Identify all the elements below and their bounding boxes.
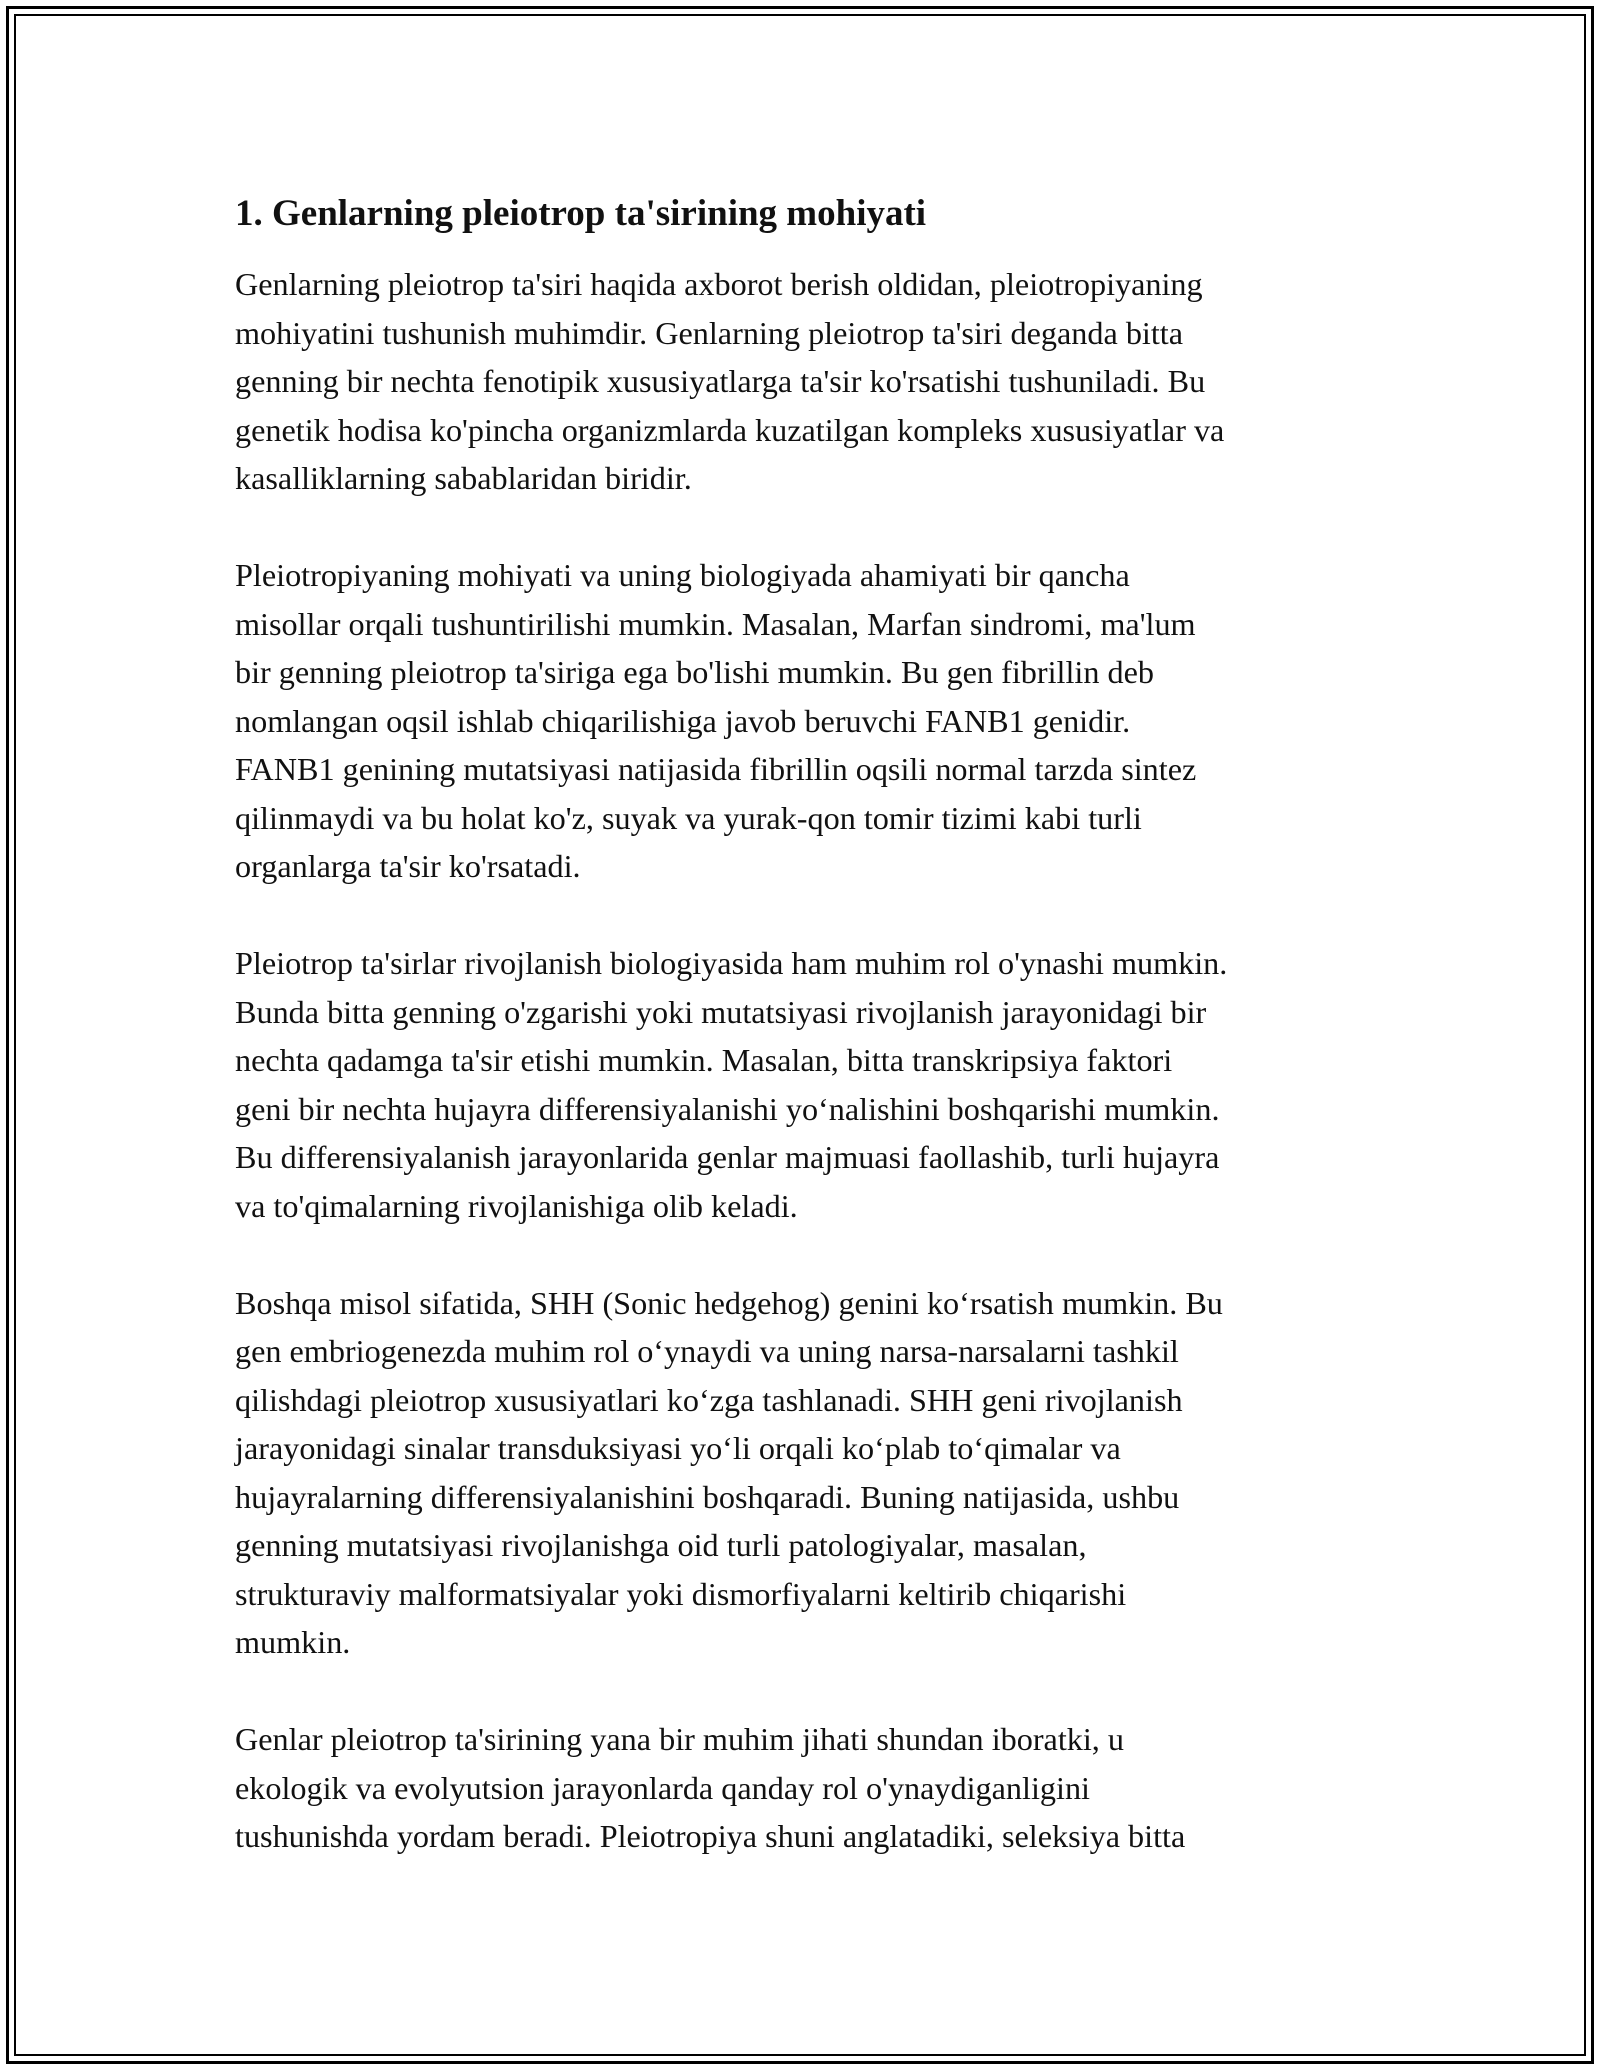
text-line: hujayralarning differensiyalanishini boshqaradi. Buning natijasida, ushbu [235, 1478, 1180, 1515]
text-line: ekologik va evolyutsion jarayonlarda qanday rol o'ynaydiganligini [235, 1769, 1090, 1806]
paragraph [235, 1715, 1375, 1861]
text-line: nomlangan oqsil ishlab chiqarilishiga javob beruvchi FANB1 genidir. [235, 702, 1131, 739]
text-line: misollar orqali tushuntirilishi mumkin. Masalan, Marfan sindromi, ma'lum [235, 605, 1196, 642]
text-line: Boshqa misol sifatida, SHH (Sonic hedgehog) genini ko‘rsatish mumkin. Bu [235, 1284, 1223, 1321]
paragraph [235, 1279, 1375, 1667]
text-line: mumkin. [235, 1624, 351, 1660]
text-line: Bunda bitta genning o'zgarishi yoki mutatsiyasi rivojlanish jarayonidagi bir [235, 993, 1207, 1030]
text-line: mohiyatini tushunish muhimdir. Genlarning pleiotrop ta'siri deganda bitta [235, 314, 1184, 351]
text-line: organlarga ta'sir ko'rsatadi. [235, 848, 581, 884]
text-line: genning mutatsiyasi rivojlanishga oid turli patologiyalar, masalan, [235, 1527, 1087, 1563]
text-line: Genlar pleiotrop ta'sirining yana bir muhim jihati shundan iboratki, u [235, 1721, 1124, 1757]
text-line: kasalliklarning sabablaridan biridir. [235, 460, 692, 496]
paragraph-list [235, 260, 1375, 1861]
text-line: Bu differensiyalanish jarayonlarida genlar majmuasi faollashib, turli hujayra [235, 1139, 1220, 1175]
text-line: nechta qadamga ta'sir etishi mumkin. Masalan, bitta transkripsiya faktori [235, 1042, 1173, 1078]
paragraph [235, 551, 1375, 891]
paragraph [235, 260, 1375, 503]
text-line: geni bir nechta hujayra differensiyalanishi yo‘nalishini boshqarishi mumkin. [235, 1090, 1220, 1127]
text-line: gen embriogenezda muhim rol o‘ynaydi va uning narsa-narsalarni tashkil [235, 1333, 1179, 1369]
text-line: tushunishda yordam beradi. Pleiotropiya shuni anglatadiki, seleksiya bitta [235, 1818, 1186, 1854]
text-line: jarayonidagi sinalar transduksiyasi yo‘li orqali ko‘plab to‘qimalar va [235, 1430, 1121, 1466]
text-line: va to'qimalarning rivojlanishiga olib keladi. [235, 1187, 798, 1224]
paragraph [235, 939, 1375, 1230]
text-line: genning bir nechta fenotipik xususiyatlarga ta'sir ko'rsatishi tushuniladi. Bu [235, 363, 1206, 399]
text-line: Genlarning pleiotrop ta'siri haqida axborot berish oldidan, pleiotropiyaning [235, 266, 1203, 302]
text-line: qilishdagi pleiotrop xususiyatlari ko‘zga tashlanadi. SHH geni rivojlanish [235, 1381, 1183, 1418]
document-body [235, 190, 1375, 1909]
text-line: qilinmaydi va bu holat ko'z, suyak va yurak-qon tomir tizimi kabi turli [235, 799, 1142, 836]
text-line: strukturaviy malformatsiyalar yoki dismorfiyalarni keltirib chiqarishi [235, 1575, 1127, 1612]
text-line: Pleiotropiyaning mohiyati va uning biologiyada ahamiyati bir qancha [235, 557, 1130, 593]
text-line: bir genning pleiotrop ta'siriga ega bo'lishi mumkin. Bu gen fibrillin deb [235, 654, 1154, 690]
section-heading: 1. Genlarning pleiotrop ta'sirining mohiyati [235, 193, 927, 234]
text-line: Pleiotrop ta'sirlar rivojlanish biologiyasida ham muhim rol o'ynashi mumkin. [235, 945, 1228, 981]
text-line: FANB1 genining mutatsiyasi natijasida fibrillin oqsili normal tarzda sintez [235, 751, 1197, 787]
text-line: genetik hodisa ko'pincha organizmlarda kuzatilgan kompleks xususiyatlar va [235, 411, 1225, 448]
